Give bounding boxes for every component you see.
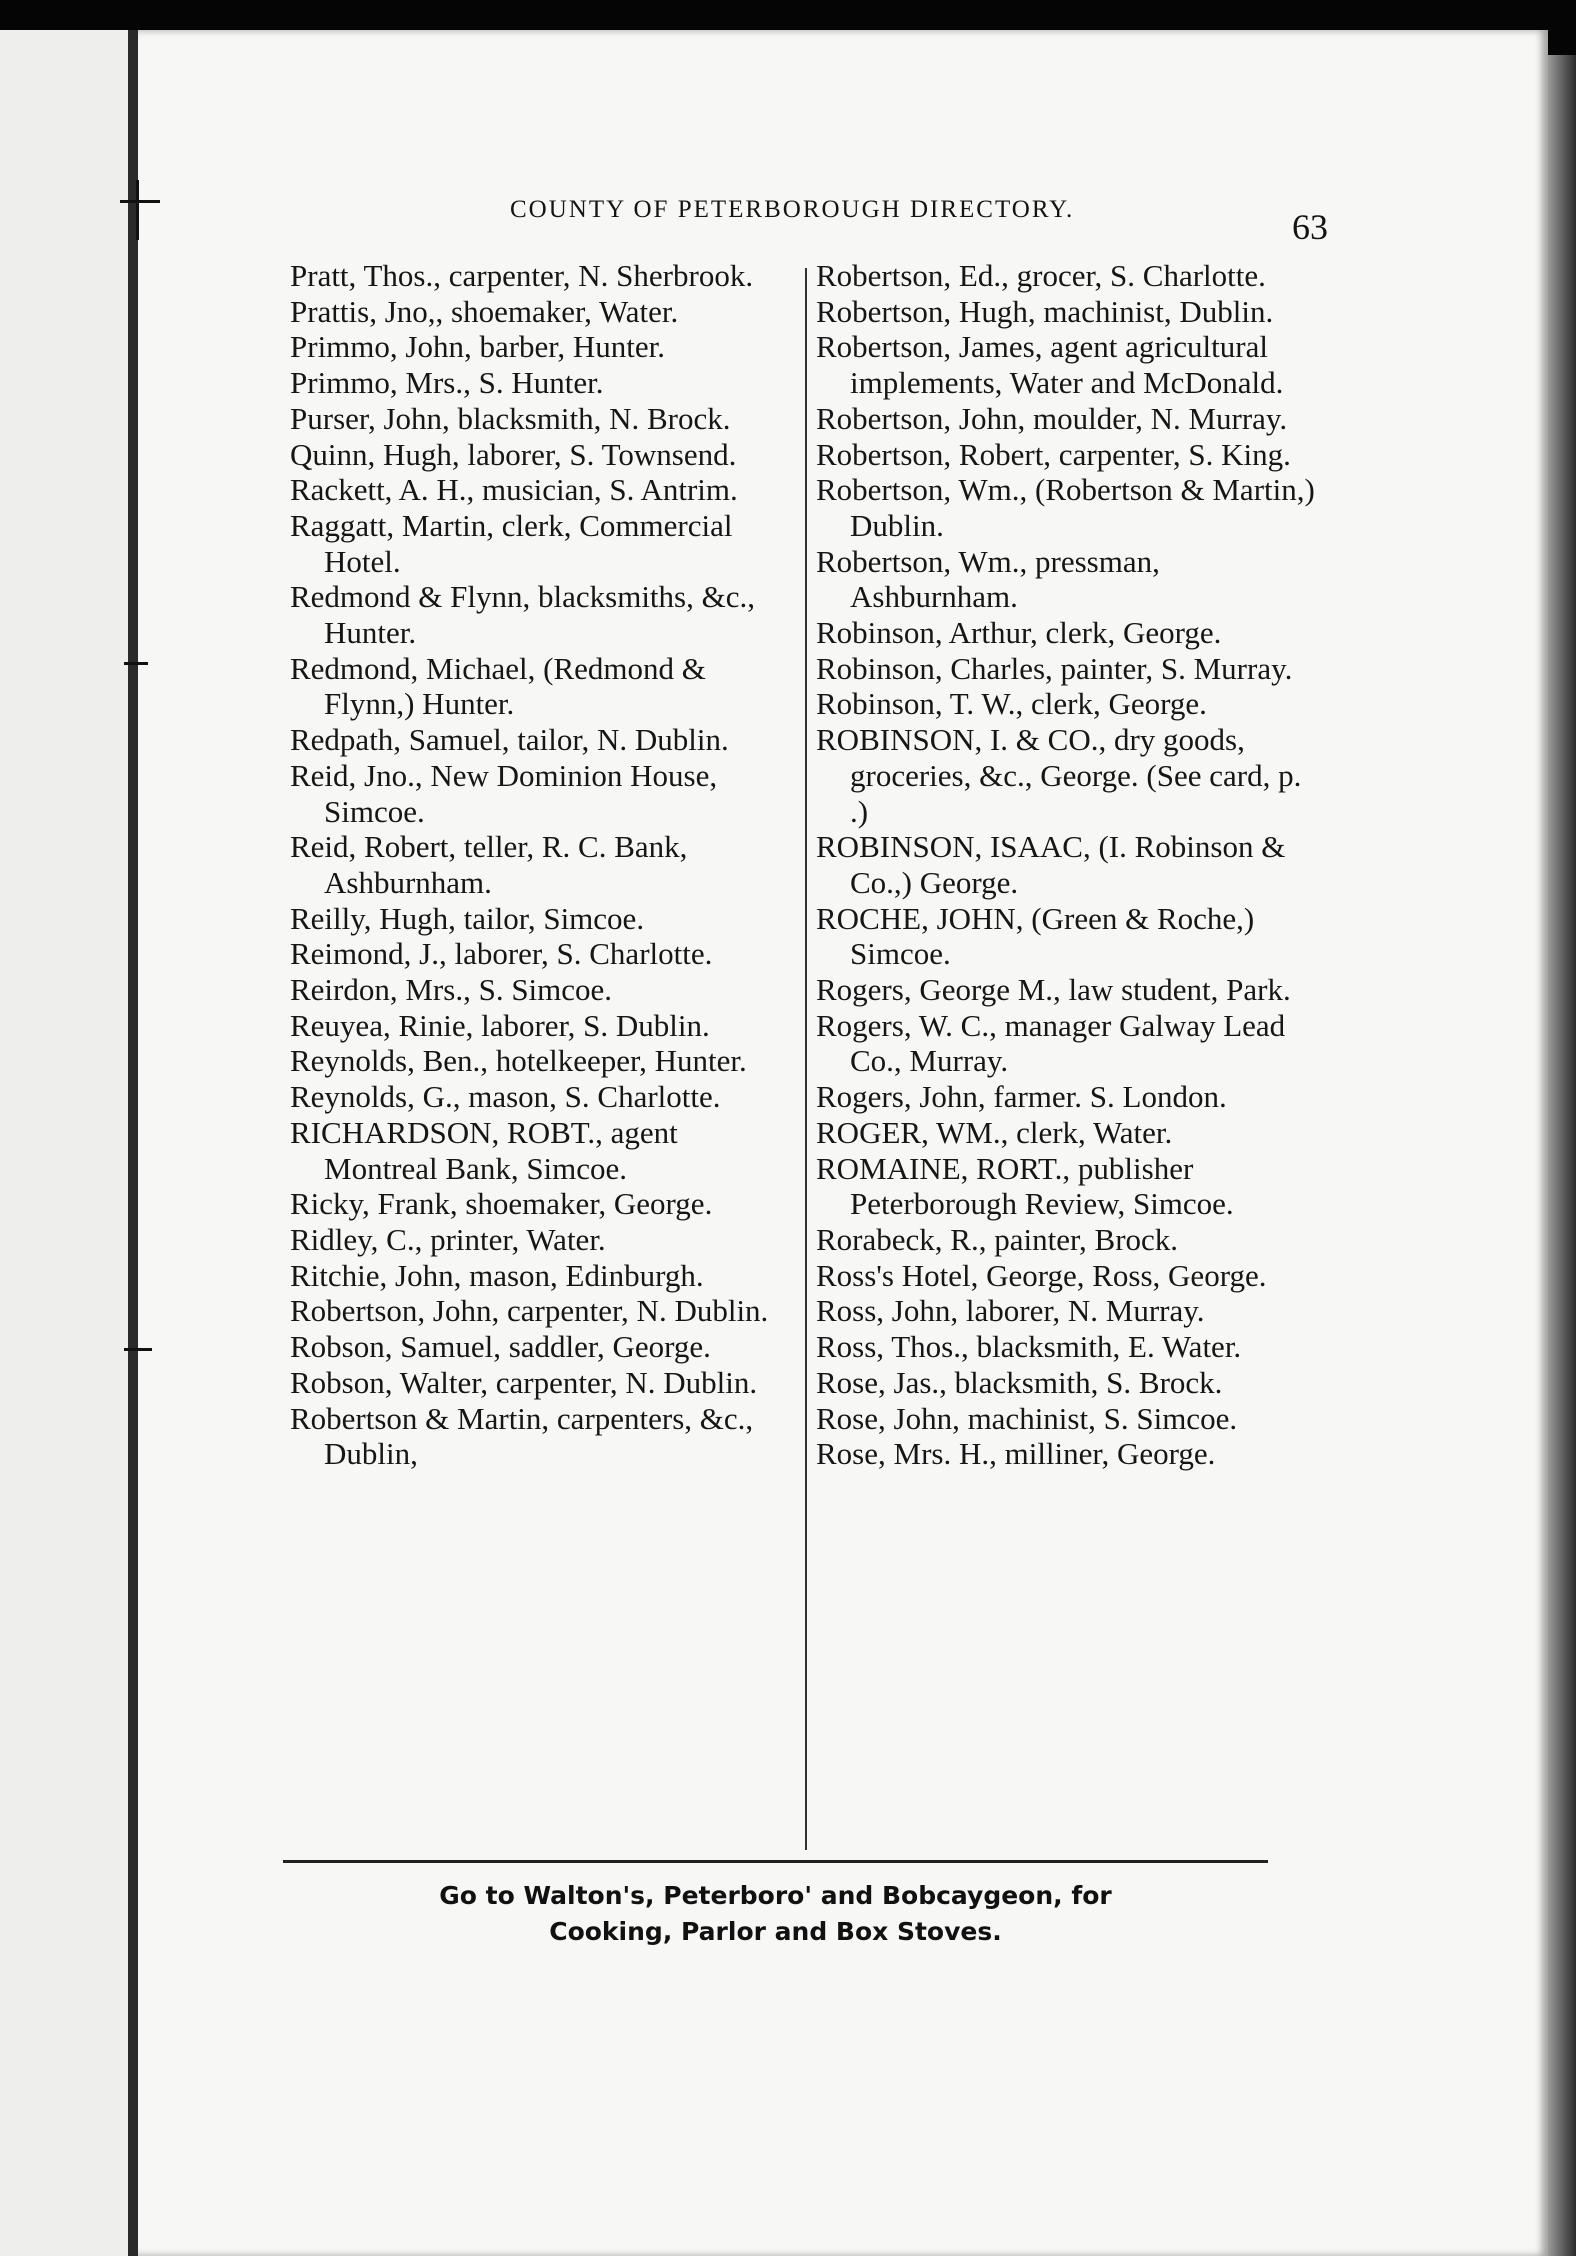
directory-entry: Robertson, Robert, carpenter, S. King. — [816, 436, 1291, 472]
column-divider — [805, 268, 807, 1850]
directory-entry: Redmond & Flynn, blacksmiths, &c., Hunter. — [290, 579, 755, 651]
directory-entry: Rose, John, machinist, S. Simcoe. — [816, 1400, 1238, 1436]
directory-entry: ROMAINE, RORT., publisher Peterborough Review, Simcoe. — [816, 1150, 1234, 1222]
directory-entry: Robertson & Martin, carpenters, &c., Dublin, — [290, 1400, 754, 1472]
directory-entry: Rorabeck, R., painter, Brock. — [816, 1221, 1179, 1257]
margin-mark — [120, 200, 160, 203]
directory-entry: Rackett, A. H., musician, S. Antrim. — [290, 472, 738, 508]
directory-entry: ROBINSON, I. & CO., dry goods, groceries, &c., George. (See card, p. .) — [816, 722, 1302, 829]
directory-entry: Purser, John, blacksmith, N. Brock. — [290, 400, 731, 436]
directory-entry: Robertson, John, carpenter, N. Dublin. — [290, 1293, 769, 1329]
directory-entry: Robertson, Ed., grocer, S. Charlotte. — [816, 258, 1266, 293]
directory-entry: Rose, Mrs. H., milliner, George. — [816, 1436, 1216, 1472]
directory-entry: Primmo, John, barber, Hunter. — [290, 329, 666, 365]
directory-entry: Reid, Jno., New Dominion House, Simcoe. — [290, 757, 718, 829]
directory-entry: Reynolds, G., mason, S. Charlotte. — [290, 1079, 721, 1115]
footer-rule — [283, 1860, 1268, 1863]
directory-entry: Ross, Thos., blacksmith, E. Water. — [816, 1329, 1242, 1365]
directory-entry: Robinson, T. W., clerk, George. — [816, 686, 1207, 722]
margin-mark — [136, 180, 139, 240]
directory-entry: Ross, John, laborer, N. Murray. — [816, 1293, 1205, 1329]
directory-entry: Ridley, C., printer, Water. — [290, 1221, 606, 1257]
ad-line-2: Cooking, Parlor and Box Stoves. — [549, 1917, 1002, 1946]
directory-entry: Reid, Robert, teller, R. C. Bank, Ashburnham. — [290, 829, 688, 900]
directory-entry: Robertson, Wm., (Robertson & Martin,) Dublin. — [816, 472, 1315, 543]
directory-entry: Rogers, John, farmer. S. London. — [816, 1079, 1227, 1115]
directory-entry: Reimond, J., laborer, S. Charlotte. — [290, 936, 713, 972]
left-column — [290, 258, 795, 1472]
page-edge-shadow — [1548, 55, 1576, 2256]
directory-entry: RICHARDSON, ROBT., agent Montreal Bank, Simcoe. — [290, 1114, 678, 1186]
directory-entry: Reilly, Hugh, tailor, Simcoe. — [290, 900, 645, 936]
margin-mark — [124, 1348, 152, 1351]
directory-entry: Pratt, Thos., carpenter, N. Sherbrook. — [290, 258, 754, 293]
running-head: COUNTY OF PETERBOROUGH DIRECTORY. — [510, 196, 1075, 223]
directory-entry: Primmo, Mrs., S. Hunter. — [290, 365, 604, 401]
book-gutter — [128, 30, 138, 2256]
directory-entry: Robson, Samuel, saddler, George. — [290, 1329, 711, 1365]
directory-entry: Robinson, Charles, painter, S. Murray. — [816, 650, 1293, 686]
directory-entry: Rogers, W. C., manager Galway Lead Co., Murray. — [816, 1007, 1286, 1079]
directory-entry: Reirdon, Mrs., S. Simcoe. — [290, 972, 613, 1008]
directory-entry: Ricky, Frank, shoemaker, George. — [290, 1186, 713, 1222]
directory-entry: Quinn, Hugh, laborer, S. Townsend. — [290, 436, 737, 472]
directory-entry: Robertson, Hugh, machinist, Dublin. — [816, 293, 1274, 329]
directory-entry: Robertson, James, agent agricultural implements, Water and McDonald. — [816, 329, 1284, 401]
directory-entry: Robertson, Wm., pressman, Ashburnham. — [816, 543, 1160, 615]
page-number: 63 — [1292, 207, 1328, 247]
right-column — [816, 258, 1321, 1472]
directory-entry: ROCHE, JOHN, (Green & Roche,) Simcoe. — [816, 900, 1255, 972]
directory-entry: Ross's Hotel, George, Ross, George. — [816, 1257, 1267, 1293]
directory-entry: ROGER, WM., clerk, Water. — [816, 1114, 1173, 1150]
directory-entry: Robinson, Arthur, clerk, George. — [816, 615, 1222, 651]
directory-entry: Prattis, Jno,, shoemaker, Water. — [290, 293, 679, 329]
directory-entry: Ritchie, John, mason, Edinburgh. — [290, 1257, 704, 1293]
directory-entry: ROBINSON, ISAAC, (I. Robinson & Co.,) George. — [816, 829, 1286, 900]
directory-entry: Rose, Jas., blacksmith, S. Brock. — [816, 1364, 1223, 1400]
directory-entry: Redmond, Michael, (Redmond & Flynn,) Hunter. — [290, 650, 706, 722]
margin-mark — [124, 662, 148, 665]
footer-advertisement — [283, 1878, 1268, 1950]
directory-entry: Raggatt, Martin, clerk, Commercial Hotel. — [290, 507, 733, 579]
directory-entry: Rogers, George M., law student, Park. — [816, 972, 1291, 1008]
directory-entry: Robertson, John, moulder, N. Murray. — [816, 400, 1288, 436]
facing-page-edge — [0, 30, 128, 2256]
directory-entry: Reynolds, Ben., hotelkeeper, Hunter. — [290, 1043, 747, 1079]
ad-line-1: Go to Walton's, Peterboro' and Bobcaygeon, for — [439, 1881, 1112, 1910]
directory-entry: Redpath, Samuel, tailor, N. Dublin. — [290, 722, 729, 758]
directory-entry: Robson, Walter, carpenter, N. Dublin. — [290, 1364, 758, 1400]
directory-entry: Reuyea, Rinie, laborer, S. Dublin. — [290, 1007, 710, 1043]
